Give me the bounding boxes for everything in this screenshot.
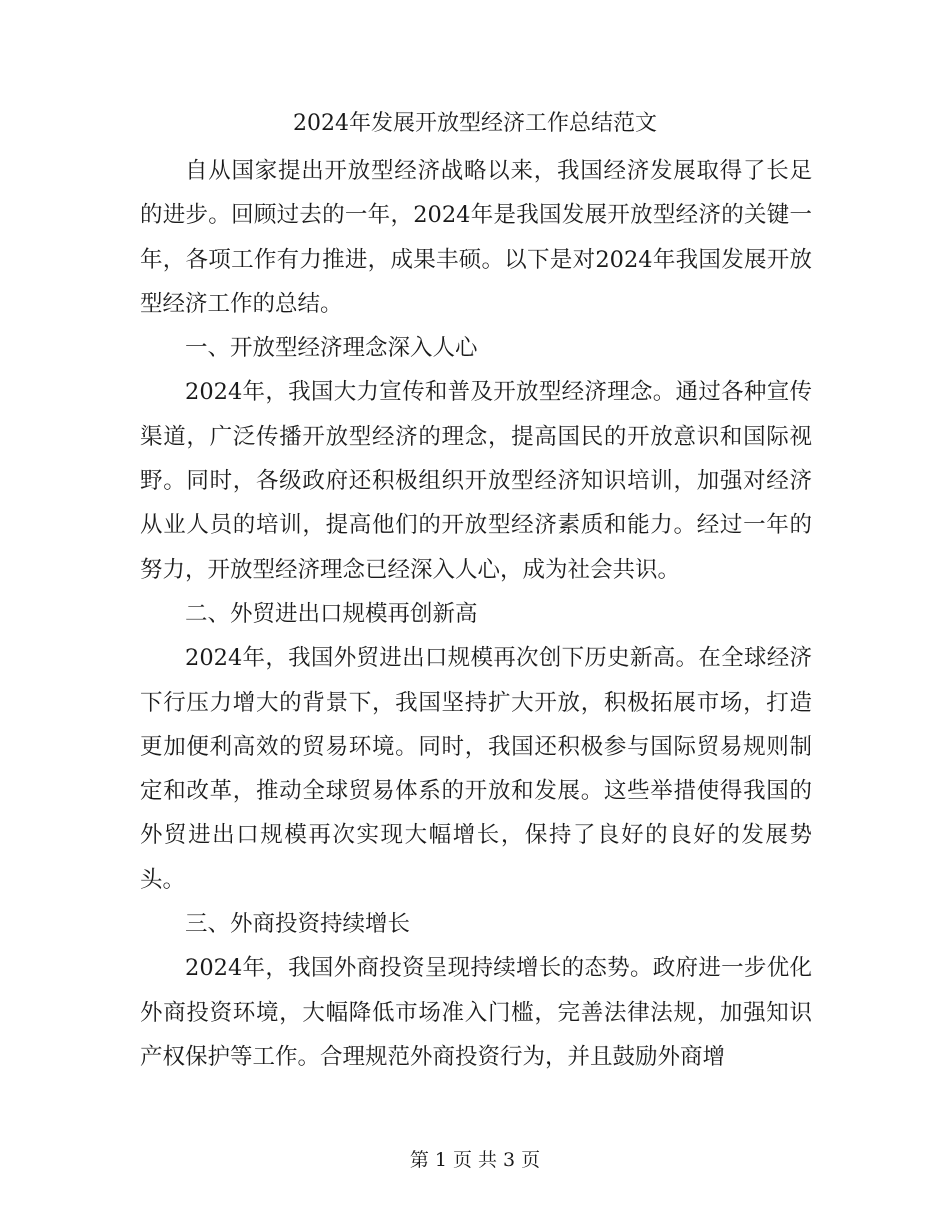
page-number-footer: 第 1 页 共 3 页 xyxy=(409,1149,541,1171)
section-heading-2: 二、外贸进出口规模再创新高 xyxy=(185,600,478,627)
section-paragraph-1: 2024年，我国大力宣传和普及开放型经济理念。通过各种宣传渠道，广泛传播开放型经济的理念，提高国民的开放意识和国际视野。同时，各级政府还积极组织开放型经济知识培训，加强对经济从业人员的培训，提高他们的开放型经济素质和能力。经过一年的努力，开放型经济理念已经深入人心，成为社会共识。 xyxy=(140,379,812,583)
document-body xyxy=(140,149,812,1079)
document-title: 2024年发展开放型经济工作总结范文 xyxy=(293,111,657,136)
section-heading-3: 三、外商投资持续增长 xyxy=(185,911,411,938)
section-paragraph-2: 2024年，我国外贸进出口规模再次创下历史新高。在全球经济下行压力增大的背景下，我国坚持扩大开放，积极拓展市场，打造更加便利高效的贸易环境。同时，我国还积极参与国际贸易规则制定和改革，推动全球贸易体系的开放和发展。这些举措使得我国的外贸进出口规模再次实现大幅增长，保持了良好的良好的发展势头。 xyxy=(140,645,812,893)
intro-paragraph: 自从国家提出开放型经济战略以来，我国经济发展取得了长足的进步。回顾过去的一年，2024年是我国发展开放型经济的关键一年，各项工作有力推进，成果丰硕。以下是对2024年我国发展开放型经济工作的总结。 xyxy=(140,158,812,317)
section-paragraph-3: 2024年，我国外商投资呈现持续增长的态势。政府进一步优化外商投资环境，大幅降低市场准入门槛，完善法律法规，加强知识产权保护等工作。合理规范外商投资行为，并且鼓励外商增 xyxy=(140,955,812,1070)
section-heading-1: 一、开放型经济理念深入人心 xyxy=(185,335,478,362)
